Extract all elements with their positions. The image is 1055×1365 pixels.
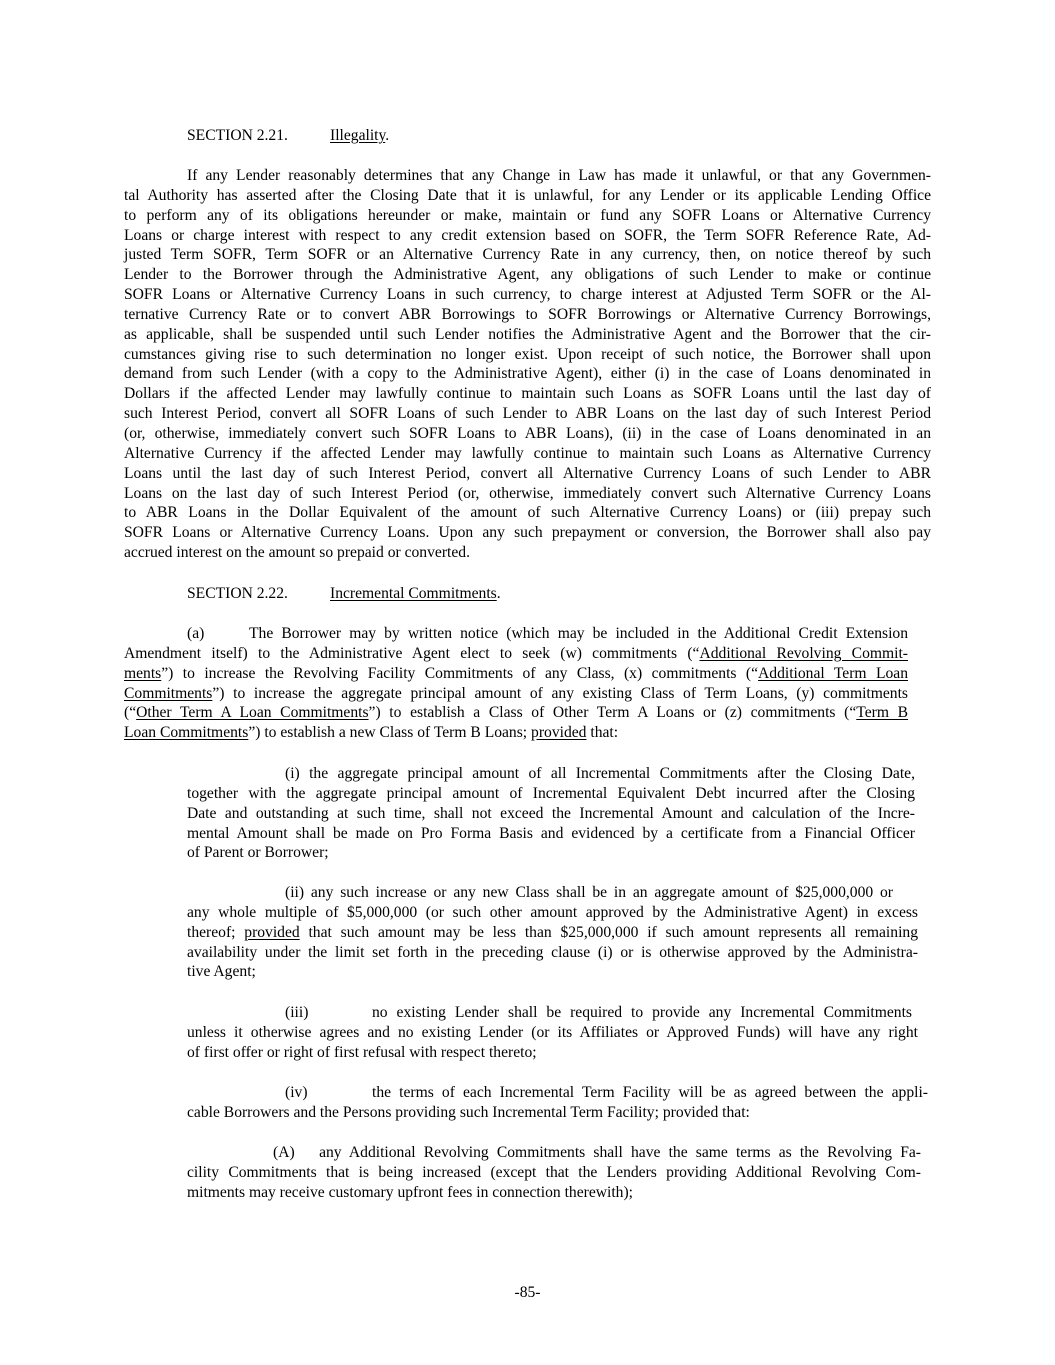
paragraph-line: justed Term SOFR, Term SOFR or an Alternative Currency Rate in any currency, then, on notice thereof by such <box>124 246 931 264</box>
clause-line: any whole multiple of $5,000,000 (or such other amount approved by the Administrative Agent) in excess <box>187 903 918 921</box>
defined-term: Loan Commitments <box>124 724 249 742</box>
proviso: provided <box>531 724 587 742</box>
clause-ii: (ii) any such increase or any new Class shall be in an aggregate amount of $25,000,000 or any whole multiple of $5,000,000 (or such other amount approved by the Administrative Agent) in excess thereof; provided that such amount may be less than $25,000,000 if such amount represents all remaining availability under the limit set forth in the preceding clause (i) or is otherwise approved by the Administra- tive Agent; <box>187 884 918 981</box>
clause-line: of Parent or Borrower; <box>187 844 329 862</box>
paragraph-line: to ABR Loans in the Dollar Equivalent of the amount of such Alternative Currency Loans) or (iii) prepay such <box>124 504 931 522</box>
paragraph-a: (a) The Borrower may by written notice (which may be included in the Additional Credit Extension Amendment itself) to the Administrative Agent elect to seek (w) commitments (“Additional Revolving Commit- ments”) to increase the Revolving Facility Commitments of any Class, (x) commitments (“Additional Term Loan Commitments”) to increase the aggregate principal amount of any existing Class of Term Loans, (y) commitments (“Other Term A Loan Commitments”) to establish a Class of Other Term A Loans or (z) commitments (“Term B Loan Commitments”) to establish a new Class of Term B Loans; provided that: <box>124 625 909 742</box>
paragraph-line: Alternative Currency if the affected Lender may lawfully continue to maintain such Loans as Alternative Currency <box>124 444 931 462</box>
paragraph-line: demand from such Lender (with a copy to the Administrative Agent), either (i) in the case of Loans denominated in <box>124 365 931 383</box>
clause-label: (iv) <box>285 1084 308 1101</box>
clause-line: tive Agent; <box>187 963 256 981</box>
defined-term: Additional Revolving Commit- <box>699 644 908 662</box>
clause-line: (ii) any such increase or any new Class shall be in an aggregate amount of $25,000,000 or <box>285 884 893 901</box>
paragraph-line: tal Authority has asserted after the Closing Date that it is unlawful, for any Lender or its applicable Lending Office <box>124 186 931 204</box>
paragraph-line: Loans until the last day of such Interest Period, convert all Alternative Currency Loans of such Lender to ABR <box>124 464 931 482</box>
clause-line: mitments may receive customary upfront fees in connection therewith); <box>187 1183 634 1201</box>
paragraph-line: as applicable, shall be suspended until such Lender notifies the Administrative Agent and the Borrower that the cir- <box>124 325 931 343</box>
defined-term: ments <box>124 664 162 682</box>
clause-line: (i) the aggregate principal amount of all Incremental Commitments after the Closing Date, <box>285 765 915 782</box>
clause-i <box>187 764 915 863</box>
proviso: provided <box>244 923 300 941</box>
clause-line: unless it otherwise agrees and no existing Lender (or its Affiliates or Approved Funds) will have any right <box>187 1023 918 1041</box>
clause-line: availability under the limit set forth in the preceding clause (i) or is otherwise approved by the Administra- <box>187 943 918 961</box>
defined-term: Term B <box>856 704 908 722</box>
paragraph-line: Loans or charge interest with respect to any credit extension based on SOFR, the Term SOFR Reference Rate, Ad- <box>124 226 931 244</box>
clause-A <box>187 1143 921 1203</box>
section-2-22-heading: SECTION 2.22. Incremental Commitments. <box>187 585 501 602</box>
clause-line: of first offer or right of first refusal with respect thereto; <box>187 1043 537 1061</box>
defined-term: Additional Term Loan <box>758 664 909 682</box>
clause-line: together with the aggregate principal amount of Incremental Equivalent Debt incurred after the Closing <box>187 784 915 802</box>
clause-line: cility Commitments that is being increased (except that the Lenders providing Additional Revolving Com- <box>187 1163 921 1181</box>
paragraph-line: (or, otherwise, immediately convert such SOFR Loans to ABR Loans), (ii) in the case of Loans denominated in an <box>124 424 931 442</box>
section-title: Illegality <box>330 127 386 144</box>
paragraph-line: Dollars if the affected Lender may lawfully continue to maintain such Loans as SOFR Loans until the last day of <box>124 385 931 403</box>
paragraph-line: If any Lender reasonably determines that any Change in Law has made it unlawful, or that any Governmen- <box>187 167 931 184</box>
clause-line: mental Amount shall be made on Pro Forma Basis and evidenced by a certificate from a Financial Officer <box>187 824 915 842</box>
paragraph-line: SOFR Loans or Alternative Currency Loans in such currency, to charge interest at Adjusted Term SOFR or the Al- <box>124 286 931 304</box>
section-2-21-body <box>124 166 931 563</box>
paragraph-line: such Interest Period, convert all SOFR Loans of such Lender to ABR Loans on the last day of such Interest Period <box>124 405 931 423</box>
paragraph-label: (a) <box>187 625 205 642</box>
clause-iv: (iv) the terms of each Incremental Term Facility will be as agreed between the appli- cable Borrowers and the Persons providing such Incremental Term Facility; provided that: <box>187 1084 928 1121</box>
paragraph-line: ternative Currency Rate or to convert ABR Borrowings to SOFR Borrowings or Alternative Currency Borrowings, <box>124 305 931 323</box>
section-title: Incremental Commitments <box>330 585 497 602</box>
clause-label: (iii) <box>285 1004 309 1021</box>
clause-line: cable Borrowers and the Persons providing such Incremental Term Facility; provided that: <box>187 1103 750 1121</box>
paragraph-line: cumstances giving rise to such determination no longer exist. Upon receipt of such notice, the Borrower shall upon <box>124 345 931 363</box>
clause-line: (A) any Additional Revolving Commitments shall have the same terms as the Revolving Fa- <box>273 1144 921 1161</box>
defined-term: Other Term A Loan Commitments <box>136 704 369 722</box>
paragraph-line: SOFR Loans or Alternative Currency Loans. Upon any such prepayment or conversion, the Borrower shall also pay <box>124 524 931 542</box>
section-number: SECTION 2.21. <box>187 127 288 144</box>
paragraph-line: Lender to the Borrower through the Administrative Agent, any obligations of such Lender to make or continue <box>124 266 931 284</box>
section-number: SECTION 2.22. <box>187 585 288 602</box>
clause-iii: (iii) no existing Lender shall be required to provide any Incremental Commitments unless it otherwise agrees and no existing Lender (or its Affiliates or Approved Funds) will have any right of first offer or right of first refusal with respect thereto; <box>187 1004 918 1061</box>
paragraph-line: accrued interest on the amount so prepaid or converted. <box>124 544 470 562</box>
paragraph-line: Loans on the last day of such Interest Period (or, otherwise, immediately convert such Alternative Currency Loans <box>124 484 931 502</box>
paragraph-line: to perform any of its obligations hereunder or make, maintain or fund any SOFR Loans or Alternative Currency <box>124 206 931 224</box>
clause-line: Date and outstanding at such time, shall not exceed the Incremental Amount and calculation of the Incre- <box>187 804 915 822</box>
section-2-21-heading: SECTION 2.21. Illegality. <box>187 127 390 144</box>
defined-term: Commitments <box>124 684 213 702</box>
page-number: -85- <box>514 1284 541 1301</box>
